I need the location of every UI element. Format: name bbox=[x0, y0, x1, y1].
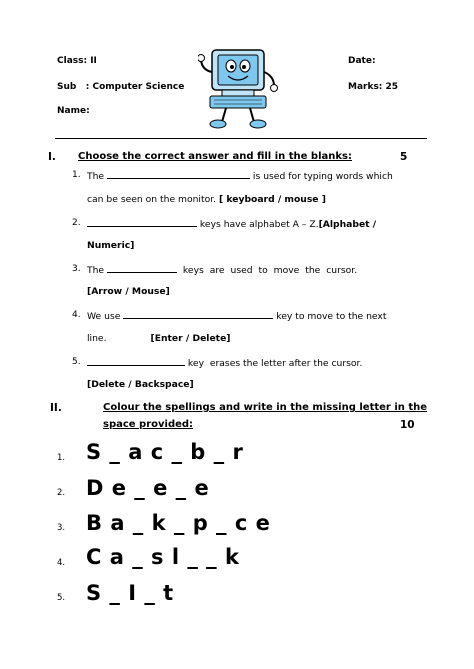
question-number: 3. bbox=[72, 264, 81, 274]
question-number: 5. bbox=[72, 357, 81, 367]
spelling-word: S _ I _ t bbox=[86, 581, 174, 605]
class-label: Class: II bbox=[57, 56, 97, 66]
marks-label: Marks: 25 bbox=[348, 82, 399, 92]
question-4-line-2 bbox=[87, 333, 231, 344]
answer-blank[interactable] bbox=[87, 356, 185, 366]
question-text: key to move to the next bbox=[273, 311, 387, 322]
name-label: Name: bbox=[57, 106, 90, 116]
answer-options: [Arrow / Mouse] bbox=[87, 286, 170, 297]
answer-blank[interactable] bbox=[87, 217, 197, 227]
question-text: can be seen on the monitor. bbox=[87, 194, 219, 205]
question-number: 2. bbox=[72, 218, 81, 228]
question-text: The bbox=[87, 265, 108, 276]
question-3-line bbox=[87, 263, 357, 276]
section2-marks: 10 bbox=[400, 419, 415, 431]
question-number: 4. bbox=[72, 310, 81, 320]
section2-title-line1: Colour the spellings and write in the missing letter in the bbox=[103, 402, 428, 413]
question-text: The bbox=[87, 171, 108, 182]
question-text: keys are used to move the cursor. bbox=[177, 265, 358, 276]
spelling-word: S _ a c _ b _ r bbox=[86, 440, 244, 464]
answer-blank[interactable] bbox=[107, 263, 177, 273]
section1-title: Choose the correct answer and fill in the blanks: bbox=[78, 151, 352, 162]
subject-label: Sub : Computer Science bbox=[57, 82, 185, 92]
question-4-line bbox=[87, 309, 386, 322]
question-text: We use bbox=[87, 311, 124, 322]
section1-number: I. bbox=[48, 151, 56, 163]
spelling-number: 2. bbox=[57, 488, 66, 498]
date-label: Date: bbox=[348, 56, 376, 66]
question-1-line bbox=[87, 169, 393, 182]
question-text: is used for typing words which bbox=[250, 171, 393, 182]
answer-options: [Alphabet / bbox=[318, 219, 377, 230]
answer-options-cont: Numeric] bbox=[87, 240, 135, 251]
answer-blank[interactable] bbox=[123, 309, 273, 319]
computer-mascot-icon bbox=[198, 48, 278, 130]
answer-blank[interactable] bbox=[107, 169, 250, 179]
spelling-word: C a _ s l _ _ k bbox=[86, 545, 240, 569]
spelling-word: B a _ k _ p _ c e bbox=[86, 511, 271, 535]
question-1-line-2 bbox=[87, 194, 326, 205]
question-text: keys have alphabet A – Z. bbox=[197, 219, 319, 230]
header-divider bbox=[55, 138, 427, 139]
spelling-number: 5. bbox=[57, 593, 66, 603]
spelling-number: 3. bbox=[57, 523, 66, 533]
spelling-word: D e _ e _ e bbox=[86, 476, 210, 500]
question-2-line bbox=[87, 217, 376, 230]
answer-options: [Enter / Delete] bbox=[150, 333, 231, 344]
question-number: 1. bbox=[72, 170, 81, 180]
spelling-number: 4. bbox=[57, 558, 66, 568]
section1-marks: 5 bbox=[400, 151, 408, 163]
answer-options: [Delete / Backspace] bbox=[87, 379, 194, 390]
spelling-number: 1. bbox=[57, 453, 66, 463]
section2-number: II. bbox=[50, 402, 62, 414]
section2-title-line2: space provided: bbox=[103, 419, 194, 430]
answer-options: [ keyboard / mouse ] bbox=[218, 194, 326, 205]
question-5-line bbox=[87, 356, 362, 369]
question-text: key erases the letter after the cursor. bbox=[185, 358, 363, 369]
question-text: line. bbox=[87, 333, 107, 344]
